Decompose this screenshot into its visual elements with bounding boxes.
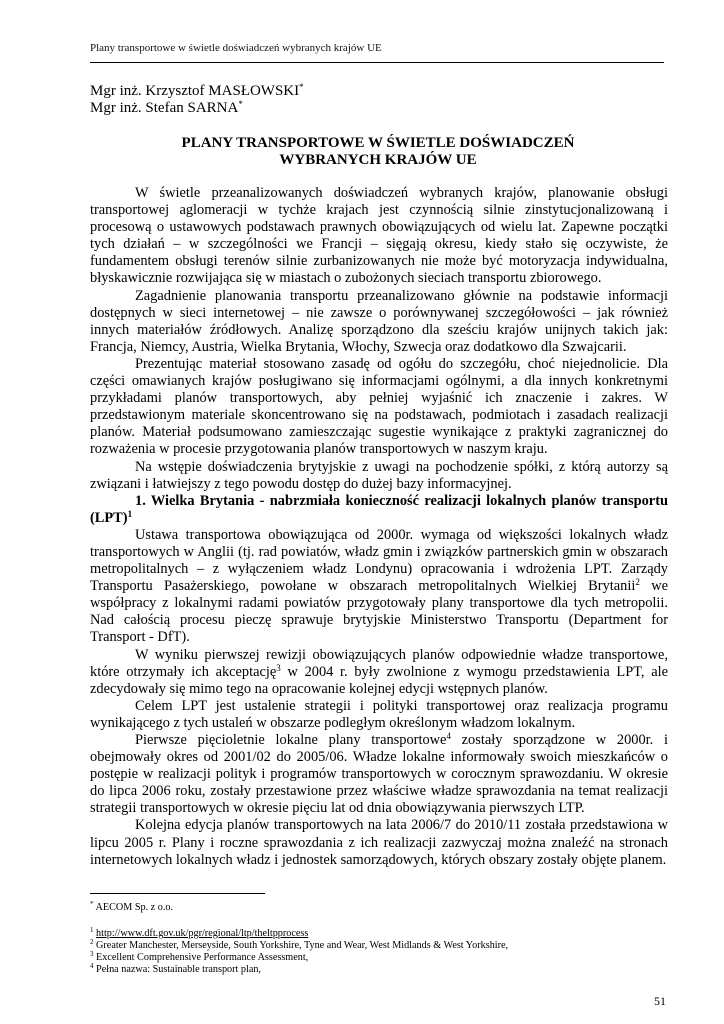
author-name: Mgr inż. Krzysztof MASŁOWSKI — [90, 83, 300, 99]
author-mark: * — [299, 82, 304, 92]
footnote-text: Greater Manchester, Merseyside, South Yorkshire, Tyne and Wear, West Midlands & West Yorkshire, — [96, 940, 509, 951]
author-mark: * — [238, 99, 243, 109]
footnote-mark: 2 — [90, 938, 94, 946]
page-number: 51 — [654, 994, 666, 1008]
running-header: Plany transportowe w świetle doświadczeń wybranych krajów UE — [90, 42, 382, 54]
paragraph-text: Pierwsze pięcioletnie lokalne plany transportowe — [135, 732, 447, 748]
paragraph-text: W wyniku pierwszej rewizji obowiązujących planów odpowiednie władze transportowe, które otrzymały ich akceptację — [90, 646, 668, 680]
footnote-mark: 4 — [90, 962, 94, 970]
footnotes — [90, 902, 668, 976]
header-rule — [90, 62, 664, 63]
footnote-ref: 2 — [635, 577, 640, 588]
footnote-mark: * — [90, 900, 94, 908]
footnote-ref: 1 — [127, 508, 133, 519]
author-name: Mgr inż. Stefan SARNA — [90, 100, 239, 116]
footnote-text: Excellent Comprehensive Performance Assessment, — [96, 952, 309, 963]
footnote — [90, 940, 668, 952]
paragraph — [90, 732, 668, 817]
title-line: WYBRANYCH KRAJÓW UE — [279, 152, 477, 168]
footnote-mark: 1 — [90, 926, 94, 934]
paragraph: Zagadnienie planowania transportu przeanalizowano głównie na podstawie informacji dostępnych w sieci internetowej – nie zawsze o porównywanej szczegółowości – jak również innych materiałów źródłowych. Analizę sporządzono dla sześciu krajów unijnych takich jak: Francja, Niemcy, Austria, Wielka Brytania, Włochy, Szwecja oraz dodatkowo dla Szwajcarii. — [90, 287, 668, 355]
footnote-ref: 4 — [446, 731, 451, 741]
section-heading-text: 1. Wielka Brytania - nabrzmiała konieczność realizacji lokalnych planów transportu (LPT) — [90, 492, 668, 526]
paragraph: Celem LPT jest ustalenie strategii i polityki transportowej oraz realizacja programu wynikającego z tych ustaleń w obszarze podległym określonym władzom lokalnym. — [90, 697, 668, 731]
author — [90, 100, 304, 117]
footnote-author — [90, 902, 668, 914]
paragraph-text: Ustawa transportowa obowiązująca od 2000r. wymaga od większości lokalnych władz transportowych w Anglii (tj. rad powiatów, władz gmin i związków partnerskich gmin w obszarach metropolitalnych – z wyłączeniem władz Londynu) opracowania i wdrożenia LPT. Zarządy Transportu Pasażerskiego, powołane w obszarach metropolitalnych Wielkiej Brytanii — [90, 526, 668, 595]
paragraph — [90, 647, 668, 698]
body-text — [90, 185, 668, 869]
author-list — [90, 83, 304, 117]
footnote — [90, 952, 668, 964]
paragraph — [90, 527, 668, 647]
paragraph: Prezentując materiał stosowano zasadę od ogółu do szczegółu, choć niejednolicie. Dla części omawianych krajów posługiwano się informacjami ogólnymi, a dla innych konkretnymi przykładami planów transportowych, aby pełniej wyjaśnić ich znaczenie i zakres. W przedstawionym materiale skoncentrowano się na podstawach, podmiotach i zasadach realizacji planów. Materiał podsumowano zamieszczając sugestie wynikające z praktyki zagranicznej do rozważenia w procesie przygotowania planów transportowych w naszym kraju. — [90, 355, 668, 458]
footnote-ref: 3 — [276, 662, 281, 673]
paragraph: W świetle przeanalizowanych doświadczeń wybranych krajów, planowanie obsługi transportowej aglomeracji w tychże krajach jest czynnością silnie zinstytucjonalizowaną i procesową o ustawowych podstawach prawnych obowiązujących od wielu lat. Zapewne początki tych działań – w szczególności we Francji – sięgają okresu, kiedy stało się oczywiste, że fundamentem obsługi terenów silnie zurbanizowanych nie może być motoryzacja indywidualna, błyskawicznie rozwijająca się w miastach o zubożonych sieciach transportu zbiorowego. — [90, 185, 668, 287]
footnote — [90, 964, 668, 976]
paragraph: Kolejna edycja planów transportowych na lata 2006/7 do 2010/11 została przedstawiona w lipcu 2005 r. Plany i roczne sprawozdania z ich realizacji zazwyczaj można znaleźć na stronach internetowych lokalnych władz i jednostek samorządowych, których obszary zostały objęte planem. — [90, 817, 668, 868]
footnote-link[interactable]: http://www.dft.gov.uk/pgr/regional/ltp/theltpprocess — [96, 928, 309, 939]
paper-title — [90, 135, 666, 169]
title-line: PLANY TRANSPORTOWE W ŚWIETLE DOŚWIADCZEŃ — [181, 135, 575, 151]
footnote-text: Pełna nazwa: Sustainable transport plan, — [96, 964, 261, 975]
footnote-rule — [90, 893, 265, 894]
paragraph-text: w 2004 r. były zwolnione z wymogu przedstawienia LPT, ale zdecydowały się mimo tego na opracowanie kolejnej edycji wstępnych planów. — [90, 663, 668, 697]
paragraph-text: we współpracy z lokalnymi radami powiatów przygotowały plany transportowe dla tych metropolii. Nad całością procesu pieczę sprawuje brytyjskie Ministerstwo Transportu (Department for Transport - DfT). — [90, 578, 668, 646]
paragraph: Na wstępie doświadczenia brytyjskie z uwagi na pochodzenie spółki, z którą autorzy są związani i łatwiejszy z tego powodu dostęp do dużej bazy informacyjnej. — [90, 458, 668, 492]
footnote-mark: 3 — [90, 950, 94, 958]
section-heading — [90, 493, 668, 527]
paragraph-text: zostały sporządzone w 2000r. i obejmowały okres od 2001/02 do 2005/06. Władze lokalne informowały swoich mieszkańców o postępie w realizacji polityk i programów transportowych w corocznym sprawozdaniu. W okresie do lipca 2006 roku, zostały przestawione przez właściwe władze sprawozdania na temat realizacji strategii transportowych w okresie pięciu lat od dnia obowiązywania pierwszych LTP. — [90, 732, 668, 817]
author — [90, 83, 304, 100]
footnote-text: AECOM Sp. z o.o. — [95, 902, 174, 913]
footnote — [90, 928, 668, 940]
